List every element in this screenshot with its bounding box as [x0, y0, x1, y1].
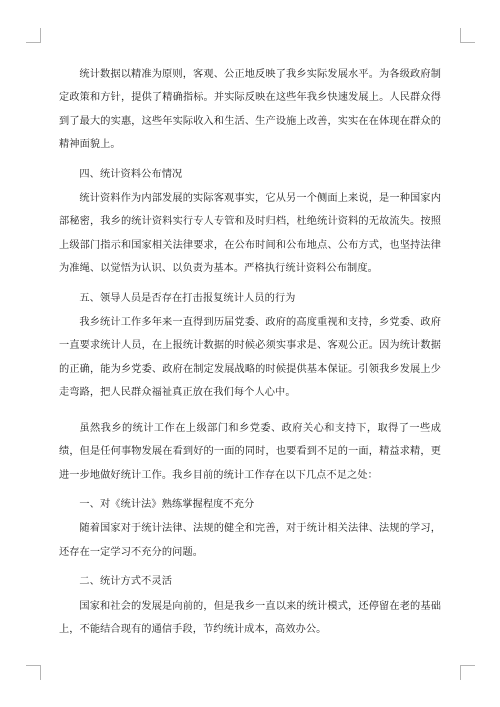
paragraph-statistics-accuracy: 统计数据以精准为原则，客观、公正地反映了我乡实际发展水平。为各级政府制定政策和方针，提供了精确指标。并实际反映在这些年我乡快速发展上。人民群众得到了最大的实惠，这些年实际收入和生活、生产设施上改善，实实在在体现在群众的精神面貌上。: [59, 69, 441, 151]
subheading-statistics-law: 一、对《统计法》熟练掌握程度不充分: [79, 498, 255, 510]
paragraph-shortcomings-intro: 虽然我乡的统计工作在上级部门和乡党委、政府关心和支持下，取得了一些成绩，但是任何事物发展在看到好的一面的同时，也要看到不足的一面，精益求精，更进一步地做好统计工作。我乡目前的统计工作存在以下几点不足之处：: [59, 422, 441, 481]
paragraph-data-publication: 统计资料作为内部发展的实际客观事实，它从另一个侧面上来说，是一种国家内部秘密，我乡的统计资料实行专人专管和及时归档，杜绝统计资料的无故流失。按照上级部门指示和国家相关法律要求，在公布时间和公布地点、公布方式，也坚持法律为准绳、以觉悟为认识、以负责为基本。严格执行统计资料公布制度。: [59, 193, 441, 275]
paragraph-statistics-method: 国家和社会的发展是向前的，但是我乡一直以来的统计模式，还停留在老的基础上，不能结合现有的通信手段，节约统计成本，高效办公。: [59, 600, 441, 635]
crop-mark-bottom-left: [26, 665, 41, 680]
crop-mark-top-left: [26, 28, 41, 43]
subheading-statistics-method: 二、统计方式不灵活: [79, 576, 172, 588]
paragraph-statistics-law: 随着国家对于统计法律、法规的健全和完善，对于统计相关法律、法规的学习，还存在一定学习不充分的问题。: [59, 523, 441, 558]
section-heading-data-publication: 四、统计资料公布情况: [79, 168, 183, 180]
section-heading-leadership-conduct: 五、领导人员是否存在打击报复统计人员的行为: [79, 292, 296, 304]
crop-mark-top-right: [460, 28, 475, 43]
paragraph-leadership-support: 我乡统计工作多年来一直得到历届党委、政府的高度重视和支持，乡党委、政府一直要求统计人员，在上报统计数据的时候必须实事求是、客观公正。因为统计数据的正确，能为乡党委、政府在制定发展战略的时候提供基本保证。引领我乡发展上少走弯路，把人民群众福祉真正放在我们每个人心中。: [59, 317, 441, 399]
crop-mark-bottom-right: [460, 665, 475, 680]
document-body: [59, 63, 441, 647]
